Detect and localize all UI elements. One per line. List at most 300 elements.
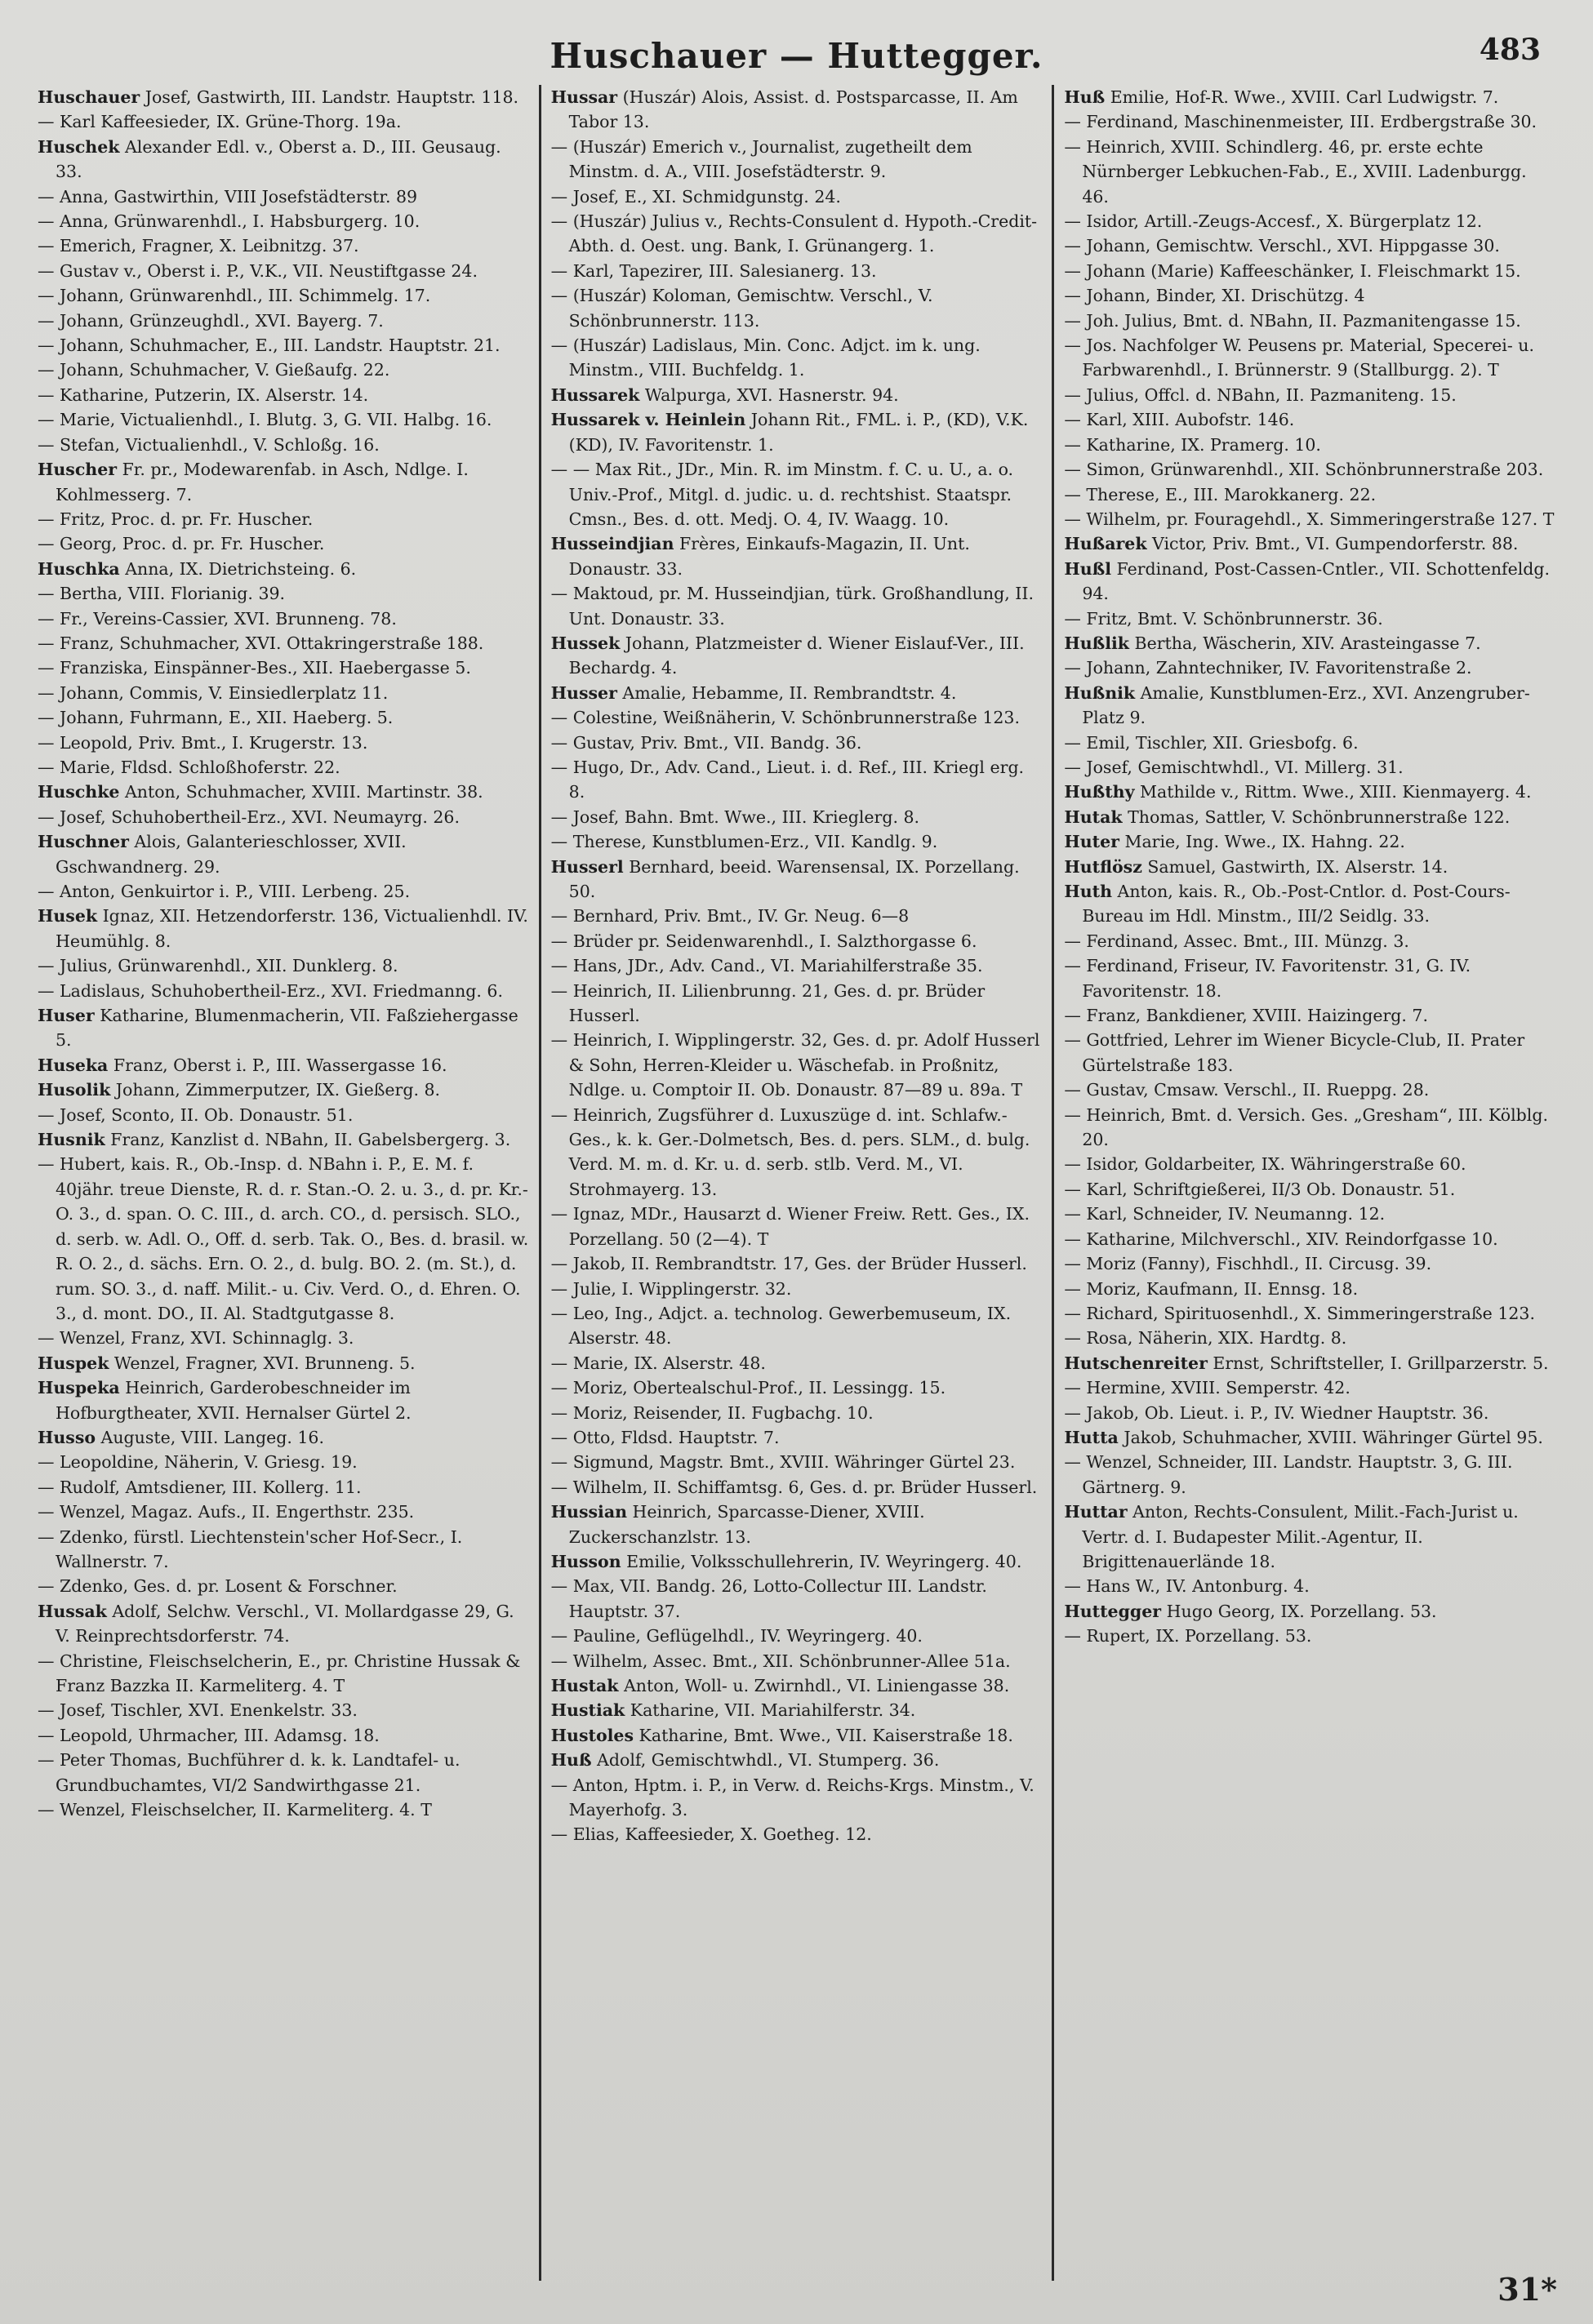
directory-entry xyxy=(551,333,1043,383)
directory-entry xyxy=(551,929,1043,953)
directory-entry xyxy=(38,1103,529,1127)
directory-entry xyxy=(1064,1450,1555,1500)
entry-details: Ernst, Schriftsteller, I. Grillparzerstr. 5. xyxy=(1207,1353,1549,1373)
entry-details: — Anton, Hptm. i. P., in Verw. d. Reichs-Krgs. Minstm., V. Mayerhofg. 3. xyxy=(550,1775,1035,1820)
entry-details: — Johann, Zahntechniker, IV. Favoritenstraße 2. xyxy=(1064,658,1472,678)
entry-details: — Julie, I. Wipplingerstr. 32. xyxy=(550,1278,792,1299)
entry-surname: Huttar xyxy=(1064,1502,1128,1522)
directory-entry xyxy=(38,1003,529,1053)
entry-surname: Hussek xyxy=(550,633,621,653)
entry-details: Emilie, Hof-R. Wwe., XVIII. Carl Ludwigstr. 7. xyxy=(1105,87,1499,107)
entry-surname: Huspek xyxy=(38,1353,109,1373)
entry-details: — Gustav, Priv. Bmt., VII. Bandg. 36. xyxy=(550,732,862,753)
directory-entry xyxy=(1064,1277,1555,1301)
directory-entry xyxy=(38,259,529,283)
directory-entry xyxy=(38,1797,529,1822)
entry-surname: Husseindjian xyxy=(550,534,674,554)
entry-surname: Huschauer xyxy=(38,87,140,107)
directory-entry xyxy=(551,1673,1043,1698)
directory-entry xyxy=(1064,1003,1555,1028)
directory-entry xyxy=(551,829,1043,854)
entry-details: — Jakob, Ob. Lieut. i. P., IV. Wiedner Hauptstr. 36. xyxy=(1064,1402,1489,1423)
entry-surname: Huscher xyxy=(38,460,118,480)
directory-entry xyxy=(38,383,529,407)
entry-details: — Hermine, XVIII. Semperstr. 42. xyxy=(1064,1378,1350,1398)
entry-details: — Bernhard, Priv. Bmt., IV. Gr. Neug. 6—8 xyxy=(550,906,910,926)
entry-surname: Hustoles xyxy=(550,1725,634,1745)
directory-entry xyxy=(551,581,1043,631)
directory-entry xyxy=(1064,1152,1555,1176)
directory-entry xyxy=(551,1773,1043,1823)
entry-details: Heinrich, Sparcasse-Diener, XVIII. Zuckerschanzlstr. 13. xyxy=(568,1502,925,1547)
entry-details: Wenzel, Fragner, XVI. Brunneng. 5. xyxy=(109,1353,416,1373)
directory-entry xyxy=(1064,855,1555,879)
entry-surname: Hußthy xyxy=(1064,782,1135,802)
entry-details: — Moriz (Fanny), Fischhdl., II. Circusg. 39. xyxy=(1064,1254,1432,1274)
directory-entry xyxy=(1064,1326,1555,1350)
entry-details: — Ferdinand, Friseur, IV. Favoritenstr. 31, G. IV. Favoritenstr. 18. xyxy=(1064,956,1471,1001)
directory-entry xyxy=(38,209,529,233)
directory-entry xyxy=(1064,457,1555,482)
entry-details: — Karl, Schriftgießerei, II/3 Ob. Donaustr. 51. xyxy=(1064,1179,1456,1199)
directory-entry xyxy=(551,731,1043,755)
directory-entry xyxy=(1064,929,1555,953)
entry-details: Victor, Priv. Bmt., VI. Gumpendorferstr. 88. xyxy=(1146,534,1519,554)
directory-entry xyxy=(38,631,529,655)
directory-entry xyxy=(38,1599,529,1649)
entry-details: — Brüder pr. Seidenwarenhdl., I. Salzthorgasse 6. xyxy=(550,931,977,951)
entry-surname: Huspeka xyxy=(38,1378,120,1398)
directory-entry xyxy=(551,1103,1043,1202)
directory-entry xyxy=(1064,805,1555,829)
directory-entry xyxy=(38,1450,529,1474)
directory-entry xyxy=(1064,507,1555,531)
entry-surname: Hussak xyxy=(38,1601,107,1621)
entry-surname: Hussian xyxy=(550,1502,628,1522)
entry-details: — Otto, Fldsd. Hauptstr. 7. xyxy=(550,1427,780,1447)
directory-entry xyxy=(38,1326,529,1350)
directory-entry xyxy=(38,681,529,705)
directory-entry xyxy=(1064,407,1555,432)
directory-entry xyxy=(1064,1078,1555,1102)
directory-entry xyxy=(1064,829,1555,854)
directory-entry xyxy=(551,209,1043,259)
entry-details: — Wenzel, Fleischselcher, II. Karmeliterg. 4. T xyxy=(38,1800,432,1820)
directory-entry xyxy=(38,531,529,556)
directory-entry xyxy=(1064,1425,1555,1450)
directory-entry xyxy=(551,705,1043,730)
entry-details: — Rupert, IX. Porzellang. 53. xyxy=(1064,1626,1312,1646)
directory-entry xyxy=(1064,1177,1555,1202)
entry-details: — Josef, Bahn. Bmt. Wwe., III. Krieglerg. 8. xyxy=(550,807,920,827)
directory-entry xyxy=(38,1127,529,1152)
column-1 xyxy=(28,85,539,2281)
entry-details: — Josef, Sconto, II. Ob. Donaustr. 51. xyxy=(38,1104,354,1125)
entry-details: — Stefan, Victualienhdl., V. Schloßg. 16. xyxy=(38,434,380,455)
entry-surname: Husser xyxy=(550,682,617,703)
entry-surname: Hussar xyxy=(550,87,618,107)
entry-surname: Husson xyxy=(550,1551,621,1571)
entry-details: — Johann, Commis, V. Einsiedlerplatz 11. xyxy=(38,682,389,703)
page-header xyxy=(28,33,1565,85)
entry-details: (Huszár) Alois, Assist. d. Postsparcasse, II. Am Tabor 13. xyxy=(568,87,1018,132)
entry-details: — Leo, Ing., Adjct. a. technolog. Gewerbemuseum, IX. Alserstr. 48. xyxy=(550,1303,1012,1349)
entry-surname: Hustiak xyxy=(550,1700,625,1721)
entry-details: Emilie, Volksschullehrerin, IV. Weyringerg. 40. xyxy=(621,1551,1022,1571)
entry-details: — Marie, IX. Alserstr. 48. xyxy=(550,1353,766,1373)
entry-details: — Hubert, kais. R., Ob.-Insp. d. NBahn i. P., E. M. f. 40jähr. treue Dienste, R. d. r. Stan.-O. 2. u. 3., d. pr. Kr.-O. 3., d. span. O. C. III., d. arch. CO., d. persisch. SLO., d. serb. w. Adl. O., Off. d. serb. Tak. O., Bes. d. brasil. w. R. O. 2., d. sächs. Ern. O. 2., d. bulg. BO. 2. (m. St.), d. rum. SO. 3., d. naff. Milit.- u. Civ. Verd. O., d. Ehren. O. 3., d. mont. DO., II. Al. Stadtgutgasse 8. xyxy=(38,1154,529,1323)
directory-entry xyxy=(38,755,529,780)
entry-details: — Leopold, Uhrmacher, III. Adamsg. 18. xyxy=(38,1725,380,1745)
entry-details: — Wenzel, Magaz. Aufs., II. Engerthstr. 235. xyxy=(38,1502,415,1522)
entry-details: — Fritz, Bmt. V. Schönbrunnerstr. 36. xyxy=(1064,608,1383,629)
directory-entry xyxy=(1064,1202,1555,1226)
entry-details: — Simon, Grünwarenhdl., XII. Schönbrunnerstraße 203. xyxy=(1064,460,1544,480)
directory-entry xyxy=(1064,1251,1555,1276)
entry-details: — Johann (Marie) Kaffeeschänker, I. Fleischmarkt 15. xyxy=(1064,260,1521,281)
directory-entry xyxy=(1064,1574,1555,1598)
entry-details: — Leopold, Priv. Bmt., I. Krugerstr. 13. xyxy=(38,732,368,753)
entry-details: — Emil, Tischler, XII. Griesbofg. 6. xyxy=(1064,732,1359,753)
directory-entry xyxy=(551,283,1043,333)
entry-surname: Hußlik xyxy=(1064,633,1129,653)
directory-entry xyxy=(551,1450,1043,1474)
entry-surname: Hutak xyxy=(1064,807,1123,827)
directory-entry xyxy=(1064,333,1555,383)
entry-surname: Huth xyxy=(1064,882,1112,901)
entry-surname: Hußarek xyxy=(1064,534,1147,554)
directory-entry xyxy=(551,135,1043,184)
directory-entry xyxy=(1064,631,1555,655)
entry-details: — Katharine, Putzerin, IX. Alserstr. 14. xyxy=(38,384,369,405)
directory-entry xyxy=(551,1401,1043,1425)
entry-details: — Therese, E., III. Marokkanerg. 22. xyxy=(1064,484,1377,504)
directory-entry xyxy=(1064,755,1555,780)
directory-entry xyxy=(38,109,529,134)
entry-surname: Hußl xyxy=(1064,558,1111,579)
directory-entry xyxy=(551,457,1043,531)
entry-details: — Katharine, Milchverschl., XIV. Reindorfgasse 10. xyxy=(1064,1229,1498,1249)
entry-details: — Heinrich, Bmt. d. Versich. Ges. „Gresham“, III. Kölblg. 20. xyxy=(1064,1104,1548,1150)
directory-entry xyxy=(551,1028,1043,1102)
entry-details: — Joh. Julius, Bmt. d. NBahn, II. Pazmanitengasse 15. xyxy=(1064,310,1521,331)
entry-surname: Hussarek v. Heinlein xyxy=(550,410,746,430)
entry-details: — Hans W., IV. Antonburg. 4. xyxy=(1064,1576,1310,1597)
entry-details: — Wenzel, Franz, XVI. Schinnaglg. 3. xyxy=(38,1328,354,1349)
directory-entry xyxy=(38,805,529,829)
directory-entry xyxy=(38,1078,529,1102)
entry-details: Anton, Schuhmacher, XVIII. Martinstr. 38. xyxy=(119,782,483,802)
entry-surname: Huter xyxy=(1064,832,1119,852)
entry-details: — Gustav, Cmsaw. Verschl., II. Rueppg. 28. xyxy=(1064,1080,1430,1100)
entry-details: — Zdenko, fürstl. Liechtenstein'scher Hof-Secr., I. Wallnerstr. 7. xyxy=(38,1526,463,1571)
entry-details: Heinrich, Garderobeschneider im Hofburgtheater, XVII. Hernalser Gürtel 2. xyxy=(56,1378,412,1423)
entry-details: Ferdinand, Post-Cassen-Cntler., VII. Schottenfeldg. 94. xyxy=(1082,558,1551,604)
entry-surname: Huttegger xyxy=(1064,1601,1162,1621)
entry-details: Anton, Woll- u. Zwirnhdl., VI. Liniengasse 38. xyxy=(618,1676,1010,1695)
entry-details: — Emerich, Fragner, X. Leibnitzg. 37. xyxy=(38,236,359,256)
entry-details: Jakob, Schuhmacher, XVIII. Währinger Gürtel 95. xyxy=(1118,1427,1543,1447)
directory-entry xyxy=(1064,1599,1555,1624)
entry-details: — (Huszár) Ladislaus, Min. Conc. Adjct. im k. ung. Minstm., VIII. Buchfeldg. 1. xyxy=(550,335,981,380)
entry-details: — Moriz, Obertealschul-Prof., II. Lessingg. 15. xyxy=(550,1378,946,1398)
entry-details: — Johann, Schuhmacher, E., III. Landstr. Hauptstr. 21. xyxy=(38,335,501,356)
directory-entry xyxy=(551,631,1043,681)
directory-entry xyxy=(551,1574,1043,1624)
directory-entry xyxy=(1064,1351,1555,1375)
entry-details: — Josef, Schuhobertheil-Erz., XVI. Neumayrg. 26. xyxy=(38,807,460,827)
directory-entry xyxy=(551,855,1043,904)
entry-details: — (Huszár) Julius v., Rechts-Consulent d. Hypoth.-Credit-Abth. d. Oest. ung. Bank, I. Grünangerg. 1. xyxy=(550,211,1038,256)
entry-details: Thomas, Sattler, V. Schönbrunnerstraße 122. xyxy=(1122,807,1511,827)
entry-details: — Marie, Fldsd. Schloßhoferstr. 22. xyxy=(38,757,340,777)
entry-details: — Therese, Kunstblumen-Erz., VII. Kandlg. 9. xyxy=(550,832,938,852)
entry-details: — Leopoldine, Näherin, V. Griesg. 19. xyxy=(38,1452,358,1473)
entry-details: — Ladislaus, Schuhobertheil-Erz., XVI. Friedmanng. 6. xyxy=(38,980,503,1001)
directory-entry xyxy=(38,1152,529,1326)
entry-details: — Gustav v., Oberst i. P., V.K., VII. Neustiftgasse 24. xyxy=(38,260,478,281)
directory-entry xyxy=(1064,1227,1555,1251)
directory-entry xyxy=(38,333,529,358)
entry-details: — Josef, E., XI. Schmidgunstg. 24. xyxy=(550,186,841,207)
directory-entry xyxy=(551,85,1043,135)
entry-details: — Christine, Fleischselcherin, E., pr. Christine Hussak & Franz Bazzka II. Karmeliterg. 4. T xyxy=(38,1651,521,1695)
entry-details: — Katharine, IX. Pramerg. 10. xyxy=(1064,434,1321,455)
directory-entry xyxy=(1064,681,1555,731)
directory-entry xyxy=(38,283,529,308)
column-2 xyxy=(539,85,1052,2281)
entry-details: Adolf, Gemischtwhdl., VI. Stumperg. 36. xyxy=(591,1750,940,1771)
entry-details: — Maktoud, pr. M. Husseindjian, türk. Großhandlung, II. Unt. Donaustr. 33. xyxy=(550,584,1034,629)
entry-surname: Huser xyxy=(38,1006,95,1026)
entry-surname: Hustak xyxy=(550,1676,619,1695)
directory-entry xyxy=(551,1549,1043,1574)
entry-surname: Hussarek xyxy=(550,384,640,405)
entry-details: — Julius, Offcl. d. NBahn, II. Pazmaniteng. 15. xyxy=(1064,384,1457,405)
directory-entry xyxy=(1064,1500,1555,1574)
entry-details: — Karl, XIII. Aubofstr. 146. xyxy=(1064,410,1295,430)
directory-entry xyxy=(38,1649,529,1699)
entry-surname: Huschka xyxy=(38,558,120,579)
entry-details: — Josef, Tischler, XVI. Enenkelstr. 33. xyxy=(38,1700,358,1721)
entry-details: — (Huszár) Koloman, Gemischtw. Verschl., V. Schönbrunnerstr. 113. xyxy=(550,286,933,331)
entry-details: — Heinrich, II. Lilienbrunng. 21, Ges. d. pr. Brüder Husserl. xyxy=(550,980,986,1026)
directory-entry xyxy=(551,1277,1043,1301)
directory-entry xyxy=(1064,557,1555,607)
entry-details: — Johann, Fuhrmann, E., XII. Haeberg. 5. xyxy=(38,708,394,728)
entry-details: — Marie, Victualienhdl., I. Blutg. 3, G. VII. Halbg. 16. xyxy=(38,410,492,430)
entry-details: — Isidor, Artill.-Zeugs-Accesf., X. Bürgerplatz 12. xyxy=(1064,211,1483,232)
directory-entry xyxy=(551,1649,1043,1673)
entry-details: — Moriz, Kaufmann, II. Ennsg. 18. xyxy=(1064,1278,1359,1299)
entry-details: — Heinrich, XVIII. Schindlerg. 46, pr. erste echte Nürnberger Lebkuchen-Fab., E., XVIII. Ladenburgg. 46. xyxy=(1064,136,1527,207)
directory-entry xyxy=(551,755,1043,805)
directory-entry xyxy=(38,407,529,432)
entry-details: Anton, Rechts-Consulent, Milit.-Fach-Jurist u. Vertr. d. I. Budapester Milit.-Agentur, II. Brigittenauerlände 18. xyxy=(1082,1502,1519,1571)
directory-entry xyxy=(551,1500,1043,1549)
directory-entry xyxy=(551,1251,1043,1276)
entry-details: — Bertha, VIII. Florianig. 39. xyxy=(38,584,286,604)
directory-entry xyxy=(1064,309,1555,333)
entry-surname: Hutschenreiter xyxy=(1064,1353,1208,1373)
directory-entry xyxy=(38,705,529,730)
entry-details: — Karl, Schneider, IV. Neumanng. 12. xyxy=(1064,1204,1386,1224)
entry-details: Amalie, Hebamme, II. Rembrandtstr. 4. xyxy=(616,682,957,703)
directory-entry xyxy=(38,233,529,258)
entry-surname: Huß xyxy=(1064,87,1106,107)
entry-surname: Husek xyxy=(38,906,98,926)
entry-surname: Hutta xyxy=(1064,1427,1119,1447)
directory-entry xyxy=(1064,879,1555,929)
entry-details: — Jakob, II. Rembrandtstr. 17, Ges. der Brüder Husserl. xyxy=(550,1254,1027,1274)
entry-details: — Anna, Gastwirthin, VIII Josefstädterstr. 89 xyxy=(38,186,418,207)
directory-entry xyxy=(1064,383,1555,407)
directory-entry xyxy=(38,581,529,606)
entry-details: — Isidor, Goldarbeiter, IX. Währingerstraße 60. xyxy=(1064,1154,1466,1175)
entry-details: — Elias, Kaffeesieder, X. Goetheg. 12. xyxy=(550,1824,872,1845)
entry-details: Katharine, Bmt. Wwe., VII. Kaiserstraße 18. xyxy=(634,1725,1013,1745)
entry-details: Johann Rit., FML. i. P., (KD), V.K. (KD), IV. Favoritenstr. 1. xyxy=(568,410,1029,455)
entry-details: Fr. pr., Modewarenfab. in Asch, Ndlge. I. Kohlmesserg. 7. xyxy=(56,460,469,504)
entry-surname: Hußnik xyxy=(1064,682,1136,703)
directory-entry xyxy=(38,1351,529,1375)
directory-entry xyxy=(38,433,529,457)
directory-entry xyxy=(38,1723,529,1748)
directory-entry xyxy=(551,1723,1043,1748)
entry-details: Auguste, VIII. Langeg. 16. xyxy=(96,1427,324,1447)
entry-details: — Hans, JDr., Adv. Cand., VI. Mariahilferstraße 35. xyxy=(550,956,983,976)
entry-surname: Husso xyxy=(38,1427,96,1447)
entry-details: — Max, VII. Bandg. 26, Lotto-Collectur III. Landstr. Hauptstr. 37. xyxy=(550,1576,987,1621)
directory-entry xyxy=(551,531,1043,581)
directory-entry xyxy=(38,1748,529,1797)
directory-entry xyxy=(551,1202,1043,1251)
entry-surname: Huß xyxy=(550,1750,592,1771)
directory-entry xyxy=(1064,607,1555,631)
directory-entry xyxy=(38,1425,529,1450)
entry-details: Josef, Gastwirth, III. Landstr. Hauptstr. 118. xyxy=(140,87,519,107)
directory-entry xyxy=(1064,135,1555,209)
entry-surname: Hutflösz xyxy=(1064,856,1142,877)
directory-entry xyxy=(551,383,1043,407)
directory-entry xyxy=(38,309,529,333)
entry-details: — (Huszár) Emerich v., Journalist, zugetheilt dem Minstm. d. A., VIII. Josefstädterstr. 9. xyxy=(550,136,972,182)
directory-entry xyxy=(38,1574,529,1598)
entry-details: — Richard, Spirituosenhdl., X. Simmeringerstraße 123. xyxy=(1064,1303,1535,1323)
entry-details: — Jos. Nachfolger W. Peusens pr. Material, Specerei- u. Farbwarenhdl., I. Brünnerstr. 9 (Stallburgg. 2). T xyxy=(1064,335,1535,380)
directory-entry xyxy=(38,85,529,109)
page-number: 483 xyxy=(1479,33,1541,67)
directory-entry xyxy=(1064,1103,1555,1153)
entry-details: Samuel, Gastwirth, IX. Alserstr. 14. xyxy=(1141,856,1448,877)
column-3 xyxy=(1052,85,1565,2281)
directory-entry xyxy=(551,681,1043,705)
directory-entry xyxy=(1064,109,1555,134)
directory-entry xyxy=(1064,259,1555,283)
directory-entry xyxy=(38,1500,529,1524)
directory-entry xyxy=(38,953,529,978)
entry-details: — Wilhelm, II. Schiffamtsg. 6, Ges. d. pr. Brüder Husserl. xyxy=(550,1477,1038,1497)
directory-entry xyxy=(551,407,1043,457)
entry-details: Bertha, Wäscherin, XIV. Arasteingasse 7. xyxy=(1128,633,1481,653)
directory-entry xyxy=(38,780,529,804)
entry-details: — Johann, Schuhmacher, V. Gießaufg. 22. xyxy=(38,360,390,380)
entry-details: Alois, Galanterieschlosser, XVII. Gschwandnerg. 29. xyxy=(56,832,407,877)
directory-entry xyxy=(38,1475,529,1500)
entry-details: Amalie, Kunstblumen-Erz., XVI. Anzengruber-Platz 9. xyxy=(1082,682,1530,728)
directory-entry xyxy=(38,557,529,581)
entry-details: Johann, Zimmerputzer, IX. Gießerg. 8. xyxy=(110,1080,441,1100)
signature-mark: 31* xyxy=(1497,2271,1557,2308)
entry-details: — Johann, Gemischtw. Verschl., XVI. Hippgasse 30. xyxy=(1064,236,1500,256)
directory-entry xyxy=(38,829,529,879)
entry-details: Franz, Oberst i. P., III. Wassergasse 16. xyxy=(108,1055,447,1075)
directory-entry xyxy=(38,731,529,755)
entry-details: Frères, Einkaufs-Magazin, II. Unt. Donaustr. 33. xyxy=(568,534,970,579)
entry-details: — Wilhelm, pr. Fouragehdl., X. Simmeringerstraße 127. T xyxy=(1064,509,1555,529)
entry-details: — Heinrich, I. Wipplingerstr. 32, Ges. d. pr. Adolf Husserl & Sohn, Herren-Kleider u. Wäschefab. in Proßnitz, Ndlge. u. Comptoir II. Ob. Donaustr. 87—89 u. 89a. T xyxy=(550,1030,1040,1100)
directory-entry xyxy=(551,1351,1043,1375)
entry-details: — Peter Thomas, Buchführer d. k. k. Landtafel- u. Grundbuchamtes, VI/2 Sandwirthgasse 21. xyxy=(38,1750,461,1795)
entry-details: — Hugo, Dr., Adv. Cand., Lieut. i. d. Ref., III. Kriegl erg. 8. xyxy=(550,757,1025,802)
directory-entry xyxy=(1064,482,1555,507)
entry-details: Mathilde v., Rittm. Wwe., XIII. Kienmayerg. 4. xyxy=(1134,782,1532,802)
entry-details: Bernhard, beeid. Warensensal, IX. Porzellang. 50. xyxy=(568,856,1020,901)
entry-details: — Pauline, Geflügelhdl., IV. Weyringerg. 40. xyxy=(550,1626,923,1646)
entry-details: — Georg, Proc. d. pr. Fr. Huscher. xyxy=(38,534,325,554)
directory-entry xyxy=(551,904,1043,928)
entry-details: Johann, Platzmeister d. Wiener Eislauf-Ver., III. Bechardg. 4. xyxy=(568,633,1025,678)
directory-entry xyxy=(551,979,1043,1029)
directory-entry xyxy=(1064,1375,1555,1400)
directory-entry xyxy=(38,1698,529,1722)
entry-surname: Husolik xyxy=(38,1080,111,1100)
entry-surname: Huseka xyxy=(38,1055,109,1075)
directory-entry xyxy=(551,1301,1043,1351)
entry-details: Anna, IX. Dietrichsteing. 6. xyxy=(119,558,357,579)
directory-entry xyxy=(38,457,529,507)
entry-details: — Heinrich, Zugsführer d. Luxuszüge d. int. Schlafw.-Ges., k. k. Ger.-Dolmetsch, Bes. d. pers. SLM., d. bulg. Verd. M. m. d. Kr. u. d. serb. stlb. Verd. M., VI. Strohmayerg. 13. xyxy=(550,1104,1030,1199)
directory-entry xyxy=(551,1822,1043,1846)
directory-entry xyxy=(38,1053,529,1078)
directory-entry xyxy=(1064,233,1555,258)
entry-details: — Anton, Genkuirtor i. P., VIII. Lerbeng. 25. xyxy=(38,882,411,901)
entry-details: — Wenzel, Schneider, III. Landstr. Hauptstr. 3, G. III. Gärtnerg. 9. xyxy=(1064,1452,1513,1497)
entry-details: — Franz, Schuhmacher, XVI. Ottakringerstraße 188. xyxy=(38,633,484,653)
entry-details: Katharine, Blumenmacherin, VII. Faßziehergasse 5. xyxy=(56,1006,518,1051)
entry-surname: Husnik xyxy=(38,1130,105,1150)
directory-entry xyxy=(1064,1301,1555,1326)
entry-surname: Huschner xyxy=(38,832,129,852)
entry-details: Anton, kais. R., Ob.-Post-Cntlor. d. Post-Cours-Bureau im Hdl. Minstm., III/2 Seidlg. 33. xyxy=(1082,882,1511,926)
entry-details: Walpurga, XVI. Hasnerstr. 94. xyxy=(639,384,899,405)
directory-entry xyxy=(551,184,1043,209)
directory-entry xyxy=(38,655,529,680)
entry-details: — — Max Rit., JDr., Min. R. im Minstm. f. C. u. U., a. o. Univ.-Prof., Mitgl. d. judic. u. d. rechtshist. Staatspr. Cmsn., Bes. d. ott. Medj. O. 4, IV. Waagg. 10. xyxy=(550,460,1014,529)
entry-details: Ignaz, XII. Hetzendorferstr. 136, Victualienhdl. IV. Heumühlg. 8. xyxy=(56,906,528,951)
directory-entry xyxy=(1064,209,1555,233)
entry-details: — Moriz, Reisender, II. Fugbachg. 10. xyxy=(550,1402,874,1423)
directory-entry xyxy=(38,1375,529,1425)
entry-details: Hugo Georg, IX. Porzellang. 53. xyxy=(1161,1601,1437,1621)
entry-details: — Gottfried, Lehrer im Wiener Bicycle-Club, II. Prater Gürtelstraße 183. xyxy=(1064,1030,1525,1075)
directory-entry xyxy=(551,1475,1043,1500)
entry-details: — Rudolf, Amtsdiener, III. Kollerg. 11. xyxy=(38,1477,362,1497)
directory-entry xyxy=(1064,655,1555,680)
directory-columns xyxy=(28,85,1565,2281)
directory-entry xyxy=(551,1375,1043,1400)
entry-details: — Julius, Grünwarenhdl., XII. Dunklerg. 8. xyxy=(38,956,398,976)
